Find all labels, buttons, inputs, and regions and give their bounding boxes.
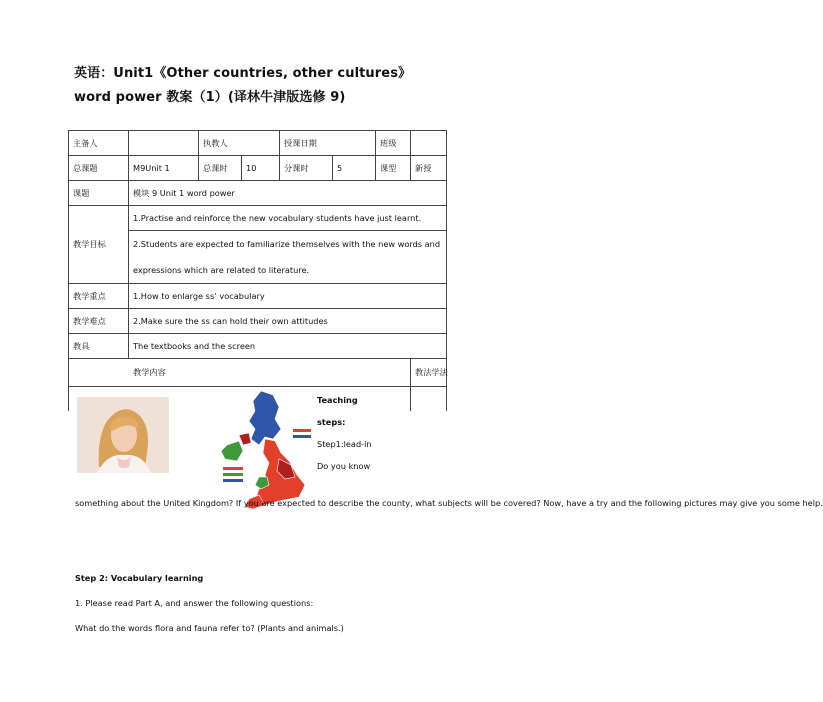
lesson-plan-table bbox=[68, 130, 823, 633]
type-value: 新授 bbox=[411, 156, 447, 181]
aids-value: The textbooks and the screen bbox=[129, 334, 447, 359]
row-lesson bbox=[69, 181, 447, 206]
lesson-value: 模块 9 Unit 1 word power bbox=[129, 181, 447, 206]
row-preparer bbox=[69, 131, 447, 156]
content-header-label: 教学内容 bbox=[69, 359, 411, 387]
row-key-point bbox=[69, 284, 447, 309]
row-objective-1 bbox=[69, 206, 447, 231]
hour-label: 分课时 bbox=[280, 156, 333, 181]
row-content-header bbox=[69, 359, 447, 387]
question-text: something about the United Kingdom? If you are expected to describe the county, what subjects will be covered? Now, have a try and the following pictures may give you some help. bbox=[75, 498, 823, 508]
row-content bbox=[69, 387, 447, 412]
preparer-label: 主备人 bbox=[69, 131, 129, 156]
class-label: 班级 bbox=[376, 131, 411, 156]
document-title: 英语：Unit1《Other countries, other cultures》word power 教案（1）(译林牛津版选修 9) bbox=[74, 66, 412, 105]
objectives-label: 教学目标 bbox=[69, 206, 129, 284]
row-aids bbox=[69, 334, 447, 359]
class-value bbox=[411, 131, 447, 156]
step1-label: Step1:lead-in bbox=[317, 439, 372, 449]
steps-block bbox=[317, 389, 397, 477]
portrait-photo bbox=[77, 397, 169, 473]
question-start: Do you know bbox=[317, 461, 371, 471]
objective-1: 1.Practise and reinforce the new vocabulary students have just learnt. bbox=[129, 206, 447, 231]
topic-label: 总课题 bbox=[69, 156, 129, 181]
row-topic bbox=[69, 156, 447, 181]
hour-value: 5 bbox=[333, 156, 376, 181]
objective-2: 2.Students are expected to familiarize themselves with the new words and expressions which are related to literature. bbox=[129, 231, 447, 284]
task1-text: 1. Please read Part A, and answer the following questions: bbox=[75, 598, 314, 608]
q1-text: What do the words flora and fauna refer to? (Plants and animals.) bbox=[75, 623, 344, 633]
steps-heading-steps: steps: bbox=[317, 417, 346, 427]
preparer-value bbox=[129, 131, 199, 156]
teacher-label: 执教人 bbox=[199, 131, 280, 156]
difficult-point-value: 2.Make sure the ss can hold their own attitudes bbox=[129, 309, 447, 334]
method-header-label: 教法学法 bbox=[411, 359, 447, 387]
steps-heading-teaching: Teaching bbox=[317, 395, 358, 405]
difficult-point-label: 教学难点 bbox=[69, 309, 129, 334]
date-label: 授课日期 bbox=[280, 131, 376, 156]
row-difficult-point bbox=[69, 309, 447, 334]
teaching-content-cell bbox=[69, 387, 823, 633]
aids-label: 教具 bbox=[69, 334, 129, 359]
key-point-value: 1.How to enlarge ss’ vocabulary bbox=[129, 284, 447, 309]
total-hours-value: 10 bbox=[242, 156, 280, 181]
topic-value: M9Unit 1 bbox=[129, 156, 199, 181]
step2-label: Step 2: Vocabulary learning bbox=[75, 573, 204, 583]
key-point-label: 教学重点 bbox=[69, 284, 129, 309]
total-hours-label: 总课时 bbox=[199, 156, 242, 181]
type-label: 课型 bbox=[376, 156, 411, 181]
method-cell bbox=[411, 387, 447, 412]
lesson-label: 课题 bbox=[69, 181, 129, 206]
